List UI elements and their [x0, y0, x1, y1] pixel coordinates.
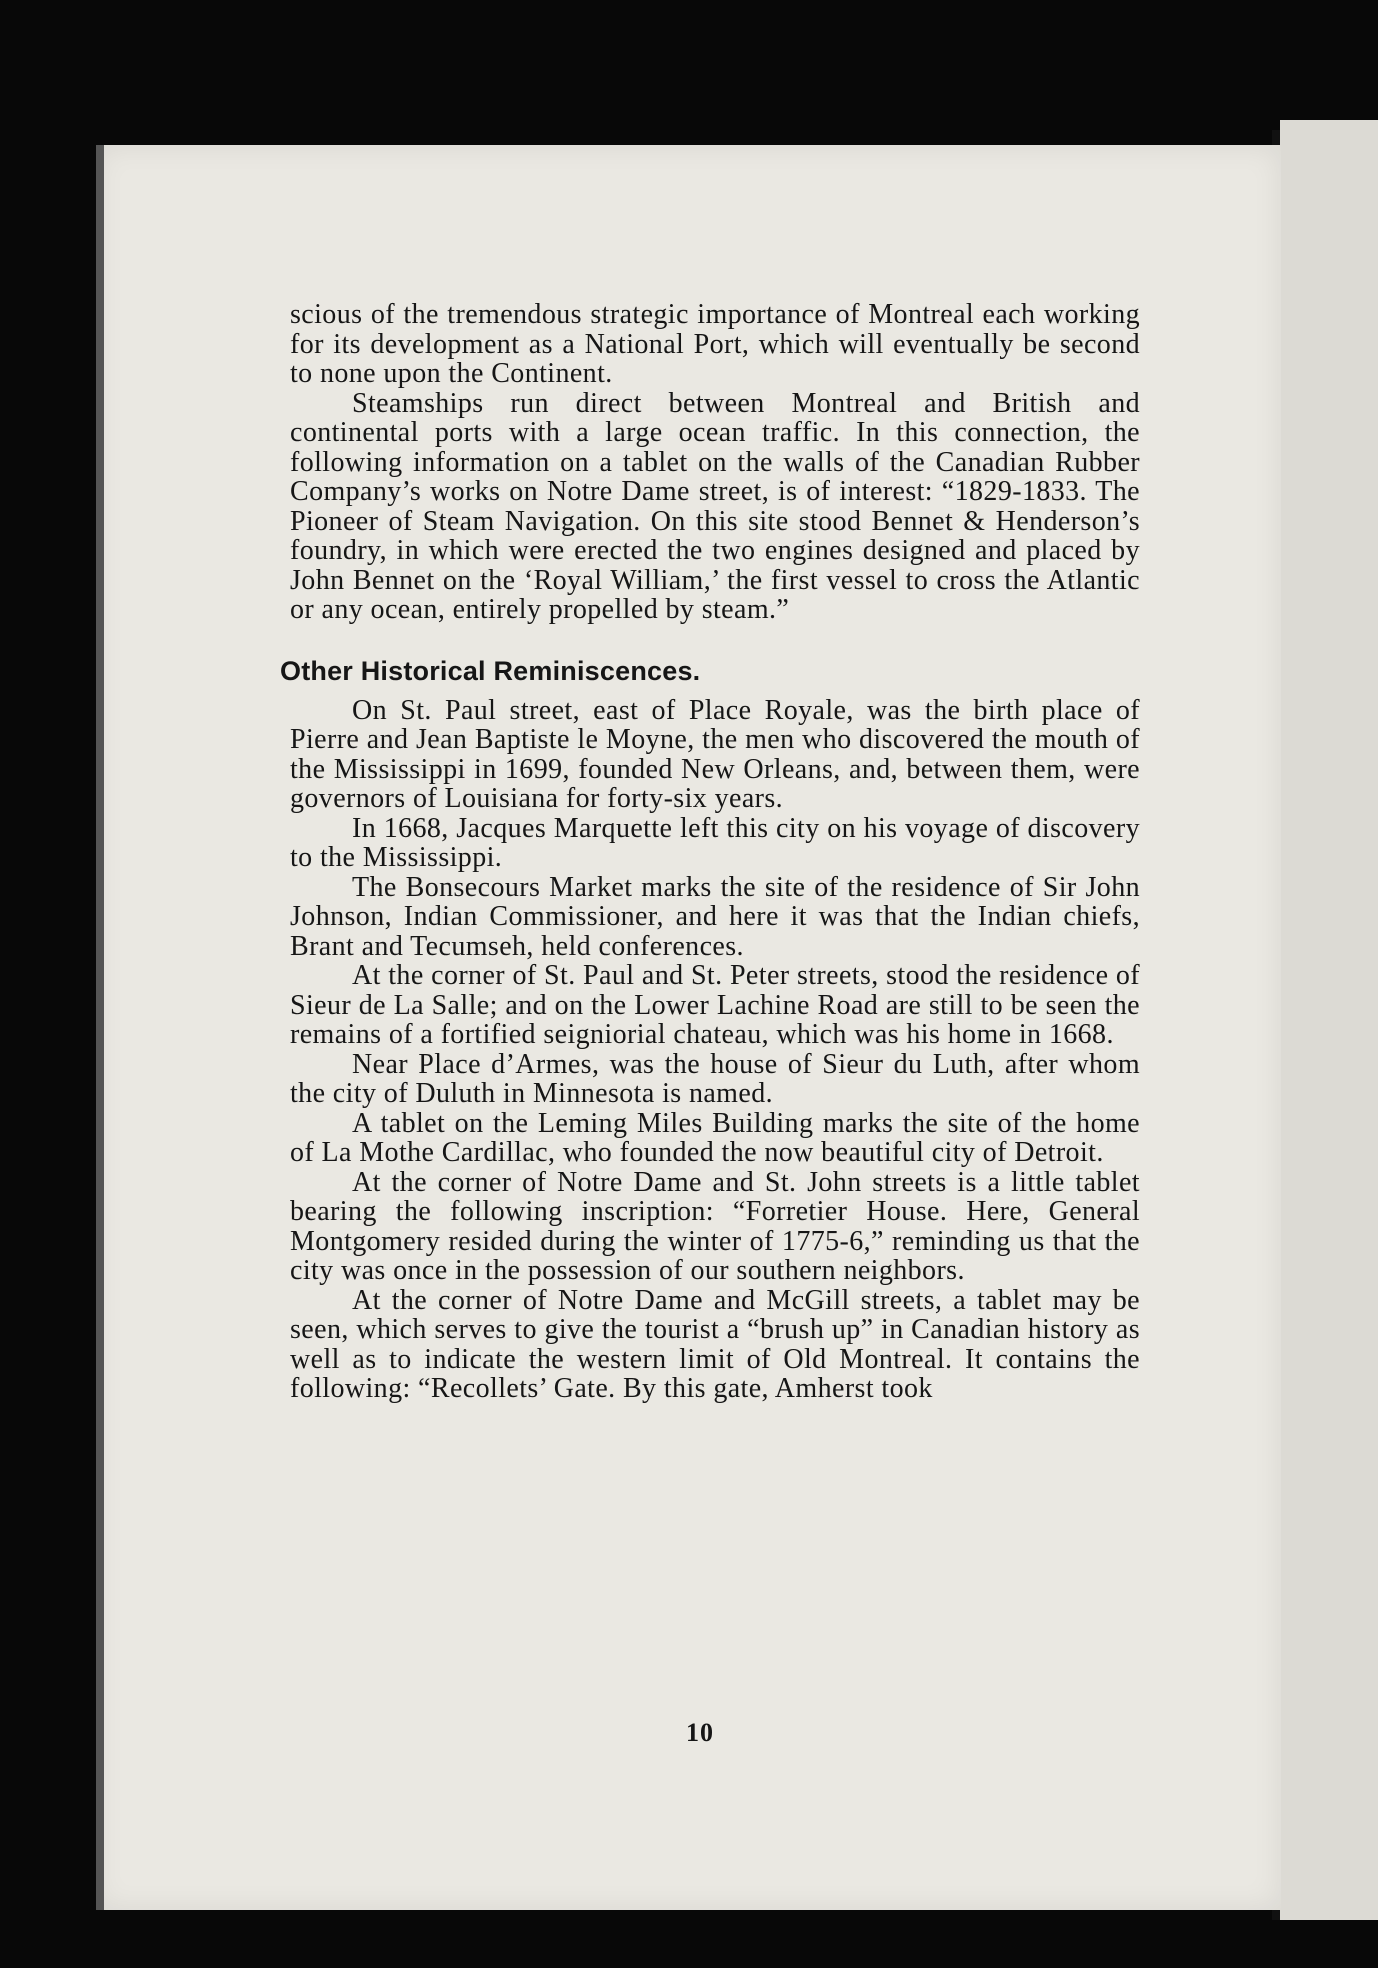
paragraph-recollets: At the corner of Notre Dame and McGill streets, a tablet may be seen, which serves to give the tourist a “brush up” in Canadian history as well as to indicate the western limit of Old Montreal. It contains the following: “Recollets’ Gate. By this gate, Amherst took [290, 1284, 1140, 1404]
paragraph-montgomery: At the corner of Notre Dame and St. John streets is a little tablet bearing the following inscription: “Forretier House. Here, General Montgomery resided during the winter of 1775-6,” reminding us that the city was once in the possession of our southern neighbors. [290, 1166, 1140, 1286]
page-left-edge [96, 145, 104, 1910]
adjacent-page-edge [1280, 120, 1378, 1920]
page-text [280, 299, 1140, 1404]
paragraph-cardillac: A tablet on the Leming Miles Building marks the site of the home of La Mothe Cardillac, who founded the now beautiful city of Detroit. [290, 1107, 1140, 1168]
paragraph-steamships: Steamships run direct between Montreal and British and continental ports with a large ocean traffic. In this connection, the following information on a tablet on the walls of the Canadian Rubber Company’s works on Notre Dame street, is of interest: “1829-1833. The Pioneer of Steam Navigation. On this site stood Bennet & Henderson’s foundry, in which were erected the two engines designed and placed by John Bennet on the ‘Royal William,’ the first vessel to cross the Atlantic or any ocean, entirely propelled by steam.” [290, 387, 1140, 625]
paragraph-bonsecours: The Bonsecours Market marks the site of the residence of Sir John Johnson, Indian Commissioner, and here it was that the Indian chiefs, Brant and Tecumseh, held conferences. [290, 871, 1140, 962]
paragraph-marquette: In 1668, Jacques Marquette left this city on his voyage of discovery to the Mississippi. [290, 812, 1140, 873]
paragraph-st-paul: On St. Paul street, east of Place Royale, was the birth place of Pierre and Jean Baptiste le Moyne, the men who discovered the mouth of the Mississippi in 1699, founded New Orleans, and, between them, were governors of Louisiana for forty-six years. [290, 694, 1140, 814]
section-heading: Other Historical Reminiscences. [280, 655, 701, 686]
paragraph-continued: scious of the tremendous strategic importance of Montreal each working for its development as a National Port, which will eventually be second to none upon the Continent. [290, 299, 1140, 389]
page-number: 10 [686, 1718, 714, 1747]
paragraph-du-luth: Near Place d’Armes, was the house of Sieur du Luth, after whom the city of Duluth in Minnesota is named. [290, 1048, 1140, 1109]
paragraph-la-salle: At the corner of St. Paul and St. Peter streets, stood the residence of Sieur de La Salle; and on the Lower Lachine Road are still to be seen the remains of a fortified seigniorial chateau, which was his home in 1668. [290, 960, 1140, 1050]
